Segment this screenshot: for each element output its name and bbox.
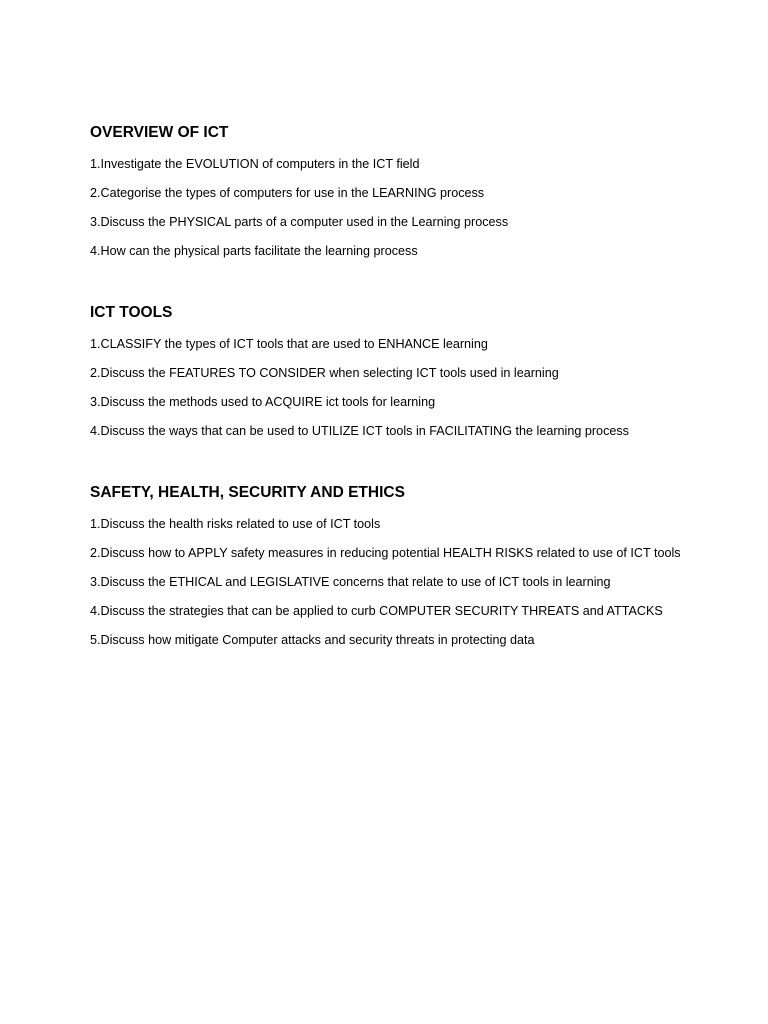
list-item: 1.Investigate the EVOLUTION of computers in the ICT field	[90, 157, 420, 171]
section-ict-tools	[90, 304, 730, 439]
list-item: 3.Discuss the ETHICAL and LEGISLATIVE concerns that relate to use of ICT tools in learning	[90, 575, 611, 589]
list-item: 4.How can the physical parts facilitate the learning process	[90, 244, 418, 258]
list-item: 1.CLASSIFY the types of ICT tools that are used to ENHANCE learning	[90, 337, 488, 351]
section-heading: ICT TOOLS	[90, 304, 173, 321]
list-item: 3.Discuss the PHYSICAL parts of a computer used in the Learning process	[90, 215, 509, 229]
list-item: 3.Discuss the methods used to ACQUIRE ict tools for learning	[90, 395, 436, 409]
list-item: 1.Discuss the health risks related to use of ICT tools	[90, 517, 381, 531]
list-item: 5.Discuss how mitigate Computer attacks and security threats in protecting data	[90, 633, 535, 647]
list-item: 2.Discuss the FEATURES TO CONSIDER when selecting ICT tools used in learning	[90, 366, 559, 380]
question-list	[90, 516, 730, 648]
section-overview-of-ict	[90, 124, 730, 259]
question-list	[90, 156, 730, 259]
section-heading: OVERVIEW OF ICT	[90, 124, 229, 141]
list-item: 2.Discuss how to APPLY safety measures in reducing potential HEALTH RISKS related to use of ICT tools	[90, 546, 681, 560]
list-item: 4.Discuss the ways that can be used to UTILIZE ICT tools in FACILITATING the learning process	[90, 424, 629, 438]
list-item: 4.Discuss the strategies that can be applied to curb COMPUTER SECURITY THREATS and ATTACKS	[90, 604, 663, 618]
list-item: 2.Categorise the types of computers for use in the LEARNING process	[90, 186, 485, 200]
section-safety-health-security-ethics	[90, 484, 730, 648]
question-list	[90, 336, 730, 439]
section-heading: SAFETY, HEALTH, SECURITY AND ETHICS	[90, 484, 405, 501]
